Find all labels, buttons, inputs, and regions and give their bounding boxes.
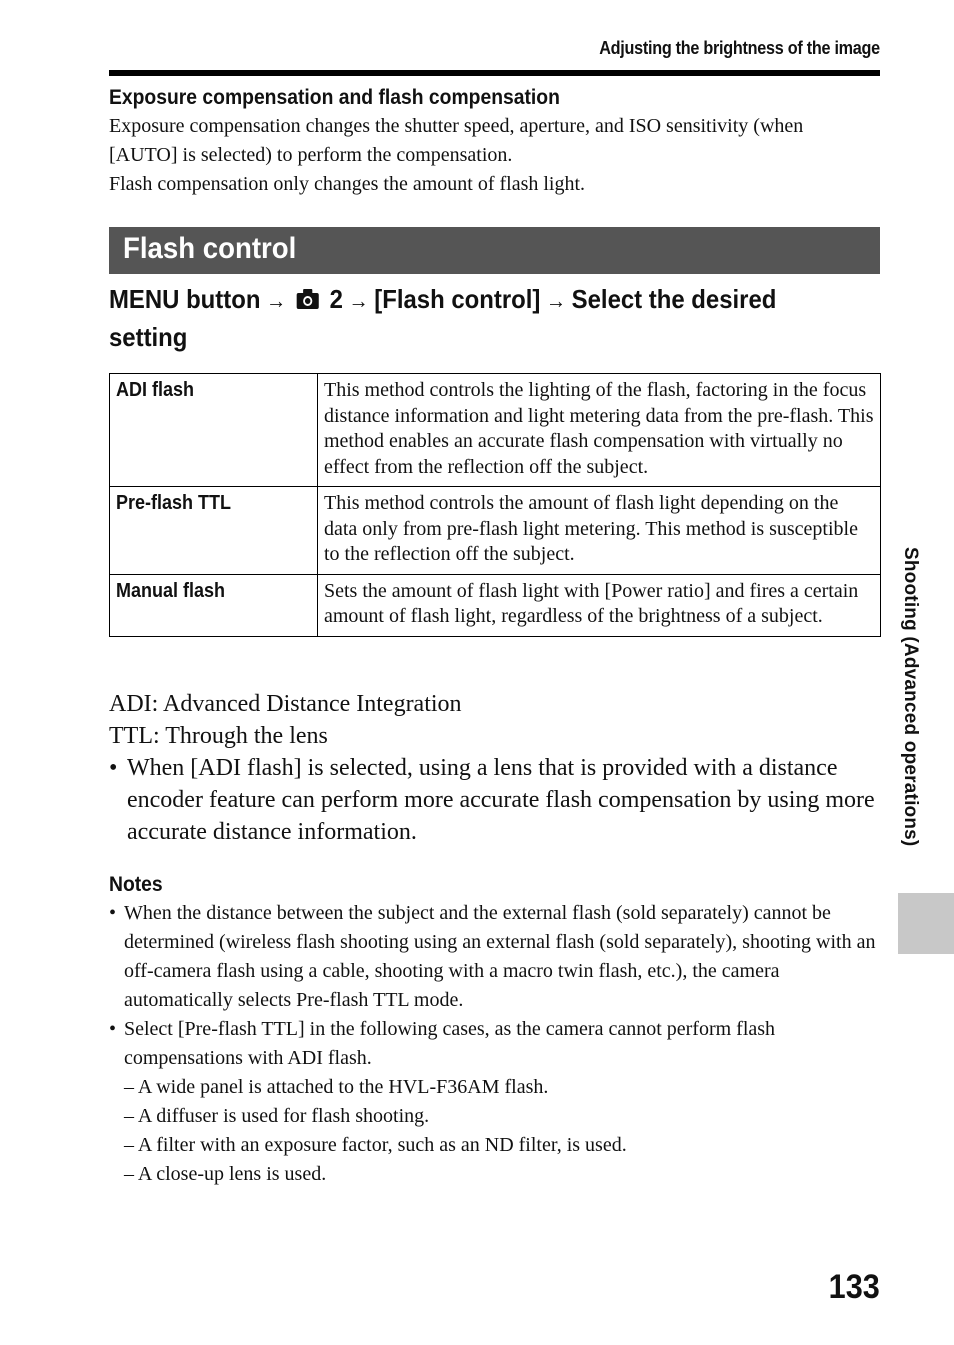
side-tab [891,547,931,877]
setting-name: Pre-flash TTL [110,487,318,575]
exposure-heading: Exposure compensation and flash compensation [109,86,560,109]
intro-line: [AUTO] is selected) to perform the compensation. [109,144,513,166]
ttl-definition: TTL: Through the lens [109,723,328,749]
list-item [109,899,879,1015]
note-text: When the distance between the subject and the external flash (sold separately) cannot be determined (wireless flash shooting using an external flash (sold separately), shooting with an off-camera flash using a cable, shooting with a macro twin flash, etc.), the camera automatically selects Pre-flash TTL mode. [124,902,876,1011]
setting-description: Sets the amount of flash light with [Power ratio] and fires a certain amount of flash light, regardless of the brightness of a subject. [318,574,881,636]
menu-path-action-cont: setting [109,322,188,352]
notes-title: Notes [109,873,163,896]
section-title-bar [109,227,880,274]
setting-description: This method controls the lighting of the flash, factoring in the focus distance information and light metering data from the pre-flash. This method enables an accurate flash compensation with virtually no effect from the reflection off the subject. [318,374,881,487]
sub-list-item: – A diffuser is used for flash shooting. [124,1105,430,1127]
arrow-icon: → [348,288,369,313]
table-row [110,574,881,636]
setting-name: Manual flash [110,574,318,636]
bullet-icon: • [109,755,118,781]
running-head: Adjusting the brightness of the image [599,38,880,58]
menu-path [109,281,889,355]
menu-path-tab-number: 2 [329,284,343,314]
arrow-icon: → [265,288,287,313]
definitions [109,688,889,848]
bullet-text: When [ADI flash] is selected, using a lens that is provided with a distance encoder feature can perform more accurate flash compensation by using more accurate distance information. [127,755,875,845]
setting-name: ADI flash [110,374,318,487]
header-rule [109,70,880,76]
section-title: Flash control [123,232,297,265]
intro-line: Flash compensation only changes the amount of flash light. [109,173,586,195]
bullet-icon: • [109,1018,117,1040]
list-item [109,752,889,848]
page-number: 133 [828,1268,880,1306]
side-tab-marker [898,893,954,954]
camera-icon [295,283,319,319]
settings-table [109,373,881,637]
menu-path-menu: MENU button [109,284,261,314]
exposure-intro [109,112,889,199]
list-item [109,1015,879,1073]
menu-path-action: Select the desired [571,284,777,314]
side-tab-label: Shooting (Advanced operations) [900,547,921,847]
bullet-icon: • [109,902,117,924]
menu-path-item: [Flash control] [374,284,541,314]
table-row [110,374,881,487]
setting-description: This method controls the amount of flash light depending on the data only from pre-flash light metering. This method is susceptible to the reflection off the subject. [318,487,881,575]
intro-line: Exposure compensation changes the shutter speed, aperture, and ISO sensitivity (when [109,115,804,137]
adi-definition: ADI: Advanced Distance Integration [109,691,462,717]
note-text: Select [Pre-flash TTL] in the following cases, as the camera cannot perform flash compensations with ADI flash. [124,1018,776,1069]
table-row [110,487,881,575]
arrow-icon: → [545,288,567,313]
notes-list [109,899,879,1189]
sub-list-item: – A wide panel is attached to the HVL-F36AM flash. [124,1076,549,1098]
sub-list-item: – A filter with an exposure factor, such as an ND filter, is used. [124,1134,627,1156]
sub-list-item: – A close-up lens is used. [124,1163,327,1185]
